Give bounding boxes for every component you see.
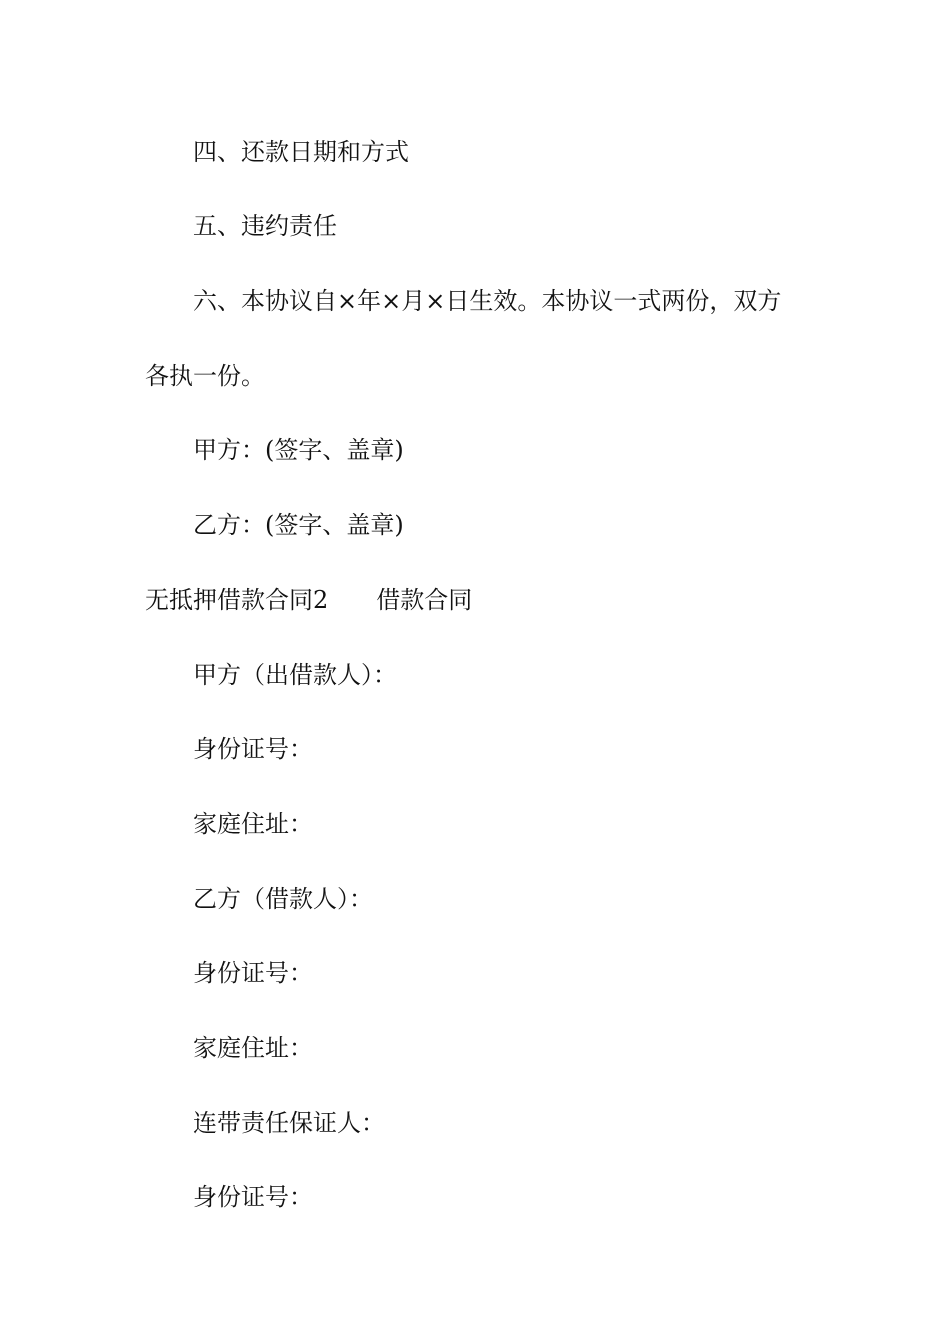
clause-effective-date-continued: 各执一份。 <box>145 362 265 390</box>
party-a-address-label: 家庭住址： <box>193 810 313 838</box>
party-b-signature: 乙方：(签字、盖章) <box>193 511 404 539</box>
section-heading <box>145 585 472 615</box>
party-a-id-label: 身份证号： <box>193 735 313 763</box>
clause-effective-date: 六、本协议自×年×月×日生效。本协议一式两份，双方 <box>193 287 782 315</box>
party-a-lender-label: 甲方（出借款人）： <box>193 661 397 689</box>
guarantor-label: 连带责任保证人： <box>193 1109 385 1137</box>
contract-title: 借款合同 <box>376 586 473 614</box>
party-b-borrower-label: 乙方（借款人）： <box>193 885 373 913</box>
party-a-signature: 甲方：(签字、盖章) <box>193 436 404 464</box>
party-b-address-label: 家庭住址： <box>193 1034 313 1062</box>
clause-breach-liability: 五、违约责任 <box>193 212 337 240</box>
party-b-id-label: 身份证号： <box>193 959 313 987</box>
clause-repayment-date-method: 四、还款日期和方式 <box>193 138 409 166</box>
guarantor-id-label: 身份证号： <box>193 1183 313 1211</box>
section-title: 无抵押借款合同2 <box>145 586 329 614</box>
